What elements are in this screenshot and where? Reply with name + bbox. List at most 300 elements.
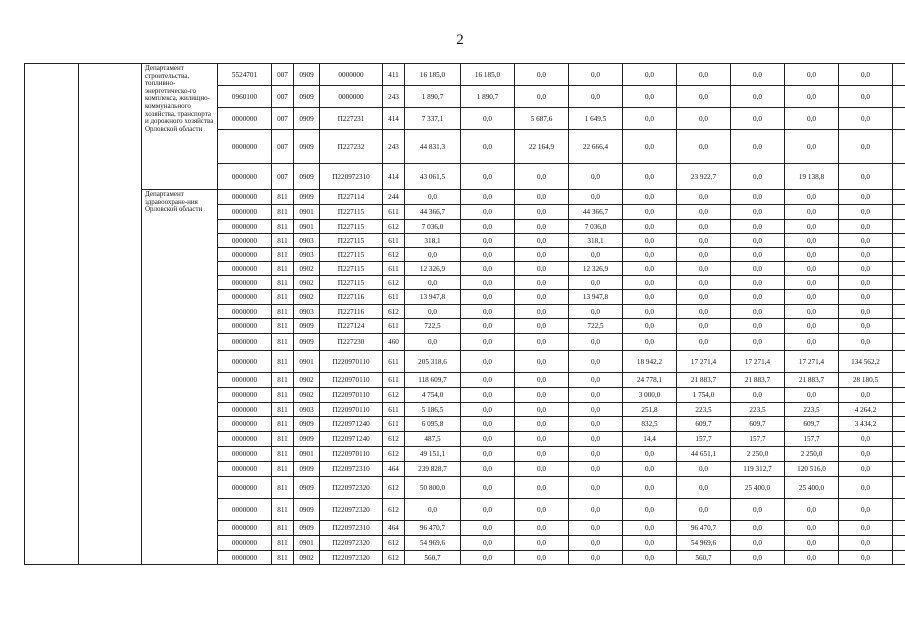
- table-cell: 0000000: [320, 64, 383, 86]
- table-cell: 243: [383, 86, 405, 108]
- department-name: Департамент здравоохране-ния Орловской области: [142, 190, 218, 565]
- table-cell: 7 337,1: [405, 108, 461, 130]
- table-cell: 0,0: [623, 521, 677, 536]
- table-cell: 0,0: [461, 130, 515, 164]
- table-cell: 0902: [294, 373, 320, 388]
- table-cell: 0,0: [623, 86, 677, 108]
- table-cell: [893, 417, 905, 432]
- table-cell: 811: [272, 432, 294, 447]
- table-cell: 007: [272, 86, 294, 108]
- table-cell: 0,0: [461, 388, 515, 403]
- table-cell: 0,0: [839, 190, 893, 205]
- table-cell: 612: [383, 305, 405, 319]
- table-cell: 23 922,7: [677, 164, 731, 190]
- table-cell: 0,0: [461, 108, 515, 130]
- table-cell: 414: [383, 108, 405, 130]
- table-cell: 0,0: [785, 319, 839, 334]
- table-cell: 0000000: [218, 190, 272, 205]
- table-cell: 0,0: [785, 499, 839, 521]
- table-cell: 609,7: [677, 417, 731, 432]
- table-cell: 49 151,1: [405, 447, 461, 462]
- table-cell: 0,0: [839, 334, 893, 351]
- table-cell: 0,0: [569, 248, 623, 262]
- table-cell: 1 890,7: [405, 86, 461, 108]
- table-cell: 0,0: [731, 536, 785, 551]
- table-cell: [893, 521, 905, 536]
- table-cell: 811: [272, 551, 294, 565]
- table-cell: 7 036,0: [405, 220, 461, 234]
- table-cell: 223,5: [677, 403, 731, 417]
- table-cell: 0,0: [623, 551, 677, 565]
- table-cell: 7 036,0: [569, 220, 623, 234]
- table-cell: 0,0: [677, 86, 731, 108]
- table-cell: 12 326,9: [569, 262, 623, 276]
- table-cell: 0909: [294, 319, 320, 334]
- table-cell: 0,0: [569, 276, 623, 290]
- table-cell: 609,7: [731, 417, 785, 432]
- table-cell: 0000000: [218, 305, 272, 319]
- table-cell: П220972310: [320, 164, 383, 190]
- table-cell: [893, 462, 905, 477]
- table-cell: 612: [383, 536, 405, 551]
- table-cell: П220972320: [320, 551, 383, 565]
- table-cell: 0,0: [785, 334, 839, 351]
- table-cell: [893, 130, 905, 164]
- table-cell: 0,0: [677, 205, 731, 220]
- table-cell: П220970110: [320, 388, 383, 403]
- table-cell: 0000000: [218, 248, 272, 262]
- table-cell: 0,0: [677, 234, 731, 248]
- table-cell: 0,0: [461, 220, 515, 234]
- table-cell: 612: [383, 388, 405, 403]
- table-cell: П227124: [320, 319, 383, 334]
- table-cell: [893, 86, 905, 108]
- table-cell: 0000000: [218, 130, 272, 164]
- table-cell: 0,0: [839, 521, 893, 536]
- table-cell: 0,0: [461, 432, 515, 447]
- table-cell: 0,0: [569, 499, 623, 521]
- table-cell: 0901: [294, 447, 320, 462]
- table-cell: 0,0: [839, 64, 893, 86]
- table-cell: 120 516,0: [785, 462, 839, 477]
- table-cell: 612: [383, 220, 405, 234]
- table-row: [25, 190, 905, 205]
- table-cell: 0,0: [731, 130, 785, 164]
- table-cell: 0,0: [839, 447, 893, 462]
- table-cell: 612: [383, 499, 405, 521]
- table-cell: 244: [383, 190, 405, 205]
- table-cell: 0,0: [515, 190, 569, 205]
- table-cell: 0,0: [785, 388, 839, 403]
- table-cell: 0,0: [839, 262, 893, 276]
- table-cell: 0,0: [677, 305, 731, 319]
- table-cell: 0903: [294, 403, 320, 417]
- table-cell: 611: [383, 234, 405, 248]
- table-cell: 811: [272, 462, 294, 477]
- table-cell: 0,0: [515, 551, 569, 565]
- table-cell: 0,0: [515, 164, 569, 190]
- table-cell: 811: [272, 373, 294, 388]
- table-cell: 0,0: [569, 536, 623, 551]
- table-cell: 44 366,7: [569, 205, 623, 220]
- table-cell: 0,0: [623, 205, 677, 220]
- table-cell: 0909: [294, 462, 320, 477]
- table-cell: 0,0: [731, 108, 785, 130]
- table-cell: 560,7: [405, 551, 461, 565]
- table-cell: 0,0: [677, 477, 731, 499]
- table-cell: 0,0: [785, 64, 839, 86]
- table-cell: 611: [383, 290, 405, 305]
- table-cell: 1 754,0: [677, 388, 731, 403]
- table-cell: 611: [383, 351, 405, 373]
- table-cell: 0,0: [461, 234, 515, 248]
- table-cell: 0909: [294, 130, 320, 164]
- table-cell: 487,5: [405, 432, 461, 447]
- table-cell: 0,0: [839, 305, 893, 319]
- table-cell: 832,5: [623, 417, 677, 432]
- table-cell: П227115: [320, 248, 383, 262]
- table-cell: 0,0: [677, 220, 731, 234]
- table-cell: 5 186,5: [405, 403, 461, 417]
- table-cell: 0902: [294, 290, 320, 305]
- table-cell: 223,5: [785, 403, 839, 417]
- table-cell: 0,0: [461, 417, 515, 432]
- table-cell: 0,0: [461, 190, 515, 205]
- table-cell: П227114: [320, 190, 383, 205]
- table-cell: 0,0: [785, 190, 839, 205]
- table-cell: 54 969,6: [405, 536, 461, 551]
- table-cell: 3 434,2: [839, 417, 893, 432]
- table-cell: 0,0: [785, 220, 839, 234]
- table-cell: 0,0: [677, 190, 731, 205]
- table-cell: 811: [272, 276, 294, 290]
- table-cell: 0,0: [677, 262, 731, 276]
- table-cell: 811: [272, 477, 294, 499]
- table-cell: 21 883,7: [731, 373, 785, 388]
- table-cell: 0,0: [785, 108, 839, 130]
- table-cell: П220972320: [320, 536, 383, 551]
- table-cell: 0000000: [218, 319, 272, 334]
- table-cell: 0902: [294, 388, 320, 403]
- table-cell: 0,0: [461, 521, 515, 536]
- table-cell: 0,0: [623, 477, 677, 499]
- table-cell: 611: [383, 403, 405, 417]
- table-cell: 0,0: [785, 234, 839, 248]
- table-cell: 0,0: [839, 319, 893, 334]
- table-cell: 243: [383, 130, 405, 164]
- table-cell: 811: [272, 248, 294, 262]
- table-cell: 0,0: [461, 290, 515, 305]
- table-cell: 0,0: [569, 164, 623, 190]
- table-cell: 12 326,9: [405, 262, 461, 276]
- table-cell: [893, 205, 905, 220]
- table-cell: 811: [272, 262, 294, 276]
- table-cell: 0,0: [677, 108, 731, 130]
- table-cell: 460: [383, 334, 405, 351]
- table-cell: 0960100: [218, 86, 272, 108]
- table-cell: 118 609,7: [405, 373, 461, 388]
- table-cell: 0,0: [839, 220, 893, 234]
- table-cell: 0,0: [623, 130, 677, 164]
- table-cell: 0,0: [623, 108, 677, 130]
- table-cell: [893, 305, 905, 319]
- table-cell: 0,0: [839, 164, 893, 190]
- table-cell: 612: [383, 477, 405, 499]
- table-cell: 0909: [294, 86, 320, 108]
- table-cell: 0901: [294, 205, 320, 220]
- table-cell: 22 666,4: [569, 130, 623, 164]
- table-cell: 5524701: [218, 64, 272, 86]
- table-cell: 0000000: [218, 262, 272, 276]
- table-cell: 0,0: [515, 447, 569, 462]
- table-cell: 0,0: [839, 536, 893, 551]
- table-cell: [893, 290, 905, 305]
- table-cell: 0,0: [839, 205, 893, 220]
- table-cell: 0,0: [461, 551, 515, 565]
- table-cell: 0,0: [461, 351, 515, 373]
- page-number: 2: [456, 32, 464, 48]
- table-cell: 0,0: [839, 234, 893, 248]
- table-cell: П220972310: [320, 521, 383, 536]
- table-cell: 2 250,0: [785, 447, 839, 462]
- table-cell: 0,0: [515, 234, 569, 248]
- table-cell: 3 000,0: [623, 388, 677, 403]
- table-cell: 414: [383, 164, 405, 190]
- table-cell: 0,0: [515, 220, 569, 234]
- table-cell: 0,0: [515, 64, 569, 86]
- table-cell: 0,0: [839, 130, 893, 164]
- table-cell: П227116: [320, 305, 383, 319]
- table-cell: 0,0: [677, 462, 731, 477]
- table-cell: 0,0: [569, 551, 623, 565]
- table-cell: 0,0: [677, 334, 731, 351]
- table-cell: 811: [272, 305, 294, 319]
- table-cell: П220970110: [320, 373, 383, 388]
- table-cell: 0000000: [218, 462, 272, 477]
- table-cell: 2 250,0: [731, 447, 785, 462]
- table-cell: П227115: [320, 234, 383, 248]
- table-cell: [893, 234, 905, 248]
- table-cell: 464: [383, 462, 405, 477]
- table-cell: 0,0: [731, 276, 785, 290]
- table-cell: 318,1: [405, 234, 461, 248]
- table-cell: [893, 262, 905, 276]
- table-cell: 0000000: [218, 499, 272, 521]
- table-cell: 0,0: [785, 262, 839, 276]
- table-cell: 0,0: [461, 276, 515, 290]
- table-cell: 0,0: [515, 477, 569, 499]
- table-cell: 0,0: [515, 462, 569, 477]
- table-cell: 0901: [294, 220, 320, 234]
- table-cell: 0902: [294, 262, 320, 276]
- table-cell: 223,5: [731, 403, 785, 417]
- table-cell: 0,0: [405, 276, 461, 290]
- table-cell: [893, 334, 905, 351]
- table-cell: 119 312,7: [731, 462, 785, 477]
- table-cell: 0,0: [731, 551, 785, 565]
- table-cell: П220972320: [320, 499, 383, 521]
- table-cell: 0,0: [731, 205, 785, 220]
- table-cell: 0,0: [515, 262, 569, 276]
- table-cell: 0,0: [839, 432, 893, 447]
- table-cell: 0,0: [623, 248, 677, 262]
- table-cell: 54 969,6: [677, 536, 731, 551]
- table-body: [25, 64, 905, 565]
- table-cell: 4 264,2: [839, 403, 893, 417]
- table-cell: 0902: [294, 276, 320, 290]
- table-cell: 0909: [294, 432, 320, 447]
- table-cell: П220972320: [320, 477, 383, 499]
- table-cell: 0,0: [569, 351, 623, 373]
- table-cell: 0,0: [461, 205, 515, 220]
- table-cell: 0,0: [515, 536, 569, 551]
- table-cell: 0,0: [731, 164, 785, 190]
- table-cell: [893, 403, 905, 417]
- table-cell: 464: [383, 521, 405, 536]
- table-cell: 96 470,7: [405, 521, 461, 536]
- table-cell: 0000000: [218, 351, 272, 373]
- table-cell: 0,0: [623, 234, 677, 248]
- table-cell: 0000000: [218, 432, 272, 447]
- budget-table: [24, 63, 905, 565]
- table-cell: 16 185,0: [405, 64, 461, 86]
- table-cell: П227230: [320, 334, 383, 351]
- table-cell: 0,0: [785, 130, 839, 164]
- table-cell: 0000000: [218, 551, 272, 565]
- table-cell: 0,0: [569, 64, 623, 86]
- table-cell: 4 754,0: [405, 388, 461, 403]
- table-cell: 0,0: [731, 262, 785, 276]
- table-cell: 0,0: [785, 276, 839, 290]
- table-cell: 0,0: [623, 499, 677, 521]
- table-cell: 0,0: [839, 388, 893, 403]
- table-cell: 134 562,2: [839, 351, 893, 373]
- table-cell: П227115: [320, 220, 383, 234]
- table-cell: 0902: [294, 551, 320, 565]
- table-cell: 0000000: [218, 334, 272, 351]
- table-cell: П220971240: [320, 417, 383, 432]
- table-cell: 0,0: [461, 334, 515, 351]
- table-cell: 0000000: [320, 86, 383, 108]
- table-cell: 811: [272, 536, 294, 551]
- table-cell: 811: [272, 220, 294, 234]
- table-cell: 0,0: [623, 164, 677, 190]
- table-cell: 0,0: [677, 276, 731, 290]
- table-cell: 007: [272, 130, 294, 164]
- table-cell: [893, 536, 905, 551]
- table-cell: 0,0: [839, 108, 893, 130]
- table-cell: 0000000: [218, 164, 272, 190]
- table-cell: 14,4: [623, 432, 677, 447]
- table-cell: 0909: [294, 190, 320, 205]
- table-cell: 0909: [294, 164, 320, 190]
- table-cell: 0,0: [569, 432, 623, 447]
- table-cell: 0000000: [218, 403, 272, 417]
- table-cell: 007: [272, 64, 294, 86]
- table-cell: 0,0: [839, 462, 893, 477]
- table-row: [25, 64, 905, 86]
- table-cell: 0,0: [515, 86, 569, 108]
- table-cell: 25 400,0: [785, 477, 839, 499]
- table-cell: 0,0: [839, 551, 893, 565]
- table-cell: [893, 190, 905, 205]
- table-cell: 0,0: [461, 403, 515, 417]
- table-cell: 612: [383, 551, 405, 565]
- blank-cell-a: [25, 64, 79, 565]
- table-cell: 13 947,8: [405, 290, 461, 305]
- table-cell: [893, 164, 905, 190]
- table-cell: 0,0: [677, 499, 731, 521]
- table-cell: 0,0: [731, 499, 785, 521]
- table-cell: 0,0: [785, 86, 839, 108]
- table-cell: 25 400,0: [731, 477, 785, 499]
- table-cell: 0,0: [623, 64, 677, 86]
- table-cell: 19 138,8: [785, 164, 839, 190]
- table-cell: 811: [272, 417, 294, 432]
- table-cell: 13 947,8: [569, 290, 623, 305]
- table-cell: 0,0: [515, 276, 569, 290]
- table-cell: 0,0: [405, 248, 461, 262]
- table-cell: 0000000: [218, 290, 272, 305]
- table-cell: 0,0: [785, 290, 839, 305]
- table-cell: 0,0: [785, 551, 839, 565]
- table-cell: [893, 499, 905, 521]
- table-cell: 0000000: [218, 234, 272, 248]
- table-cell: 0000000: [218, 388, 272, 403]
- table-cell: 0,0: [569, 417, 623, 432]
- table-cell: П220970110: [320, 403, 383, 417]
- table-cell: 0,0: [515, 417, 569, 432]
- table-cell: 0,0: [839, 248, 893, 262]
- table-cell: 28 180,5: [839, 373, 893, 388]
- table-cell: 0,0: [405, 334, 461, 351]
- table-cell: 0,0: [461, 447, 515, 462]
- table-cell: 811: [272, 388, 294, 403]
- table-cell: 811: [272, 447, 294, 462]
- table-cell: 0,0: [461, 499, 515, 521]
- table-cell: 0,0: [569, 477, 623, 499]
- table-cell: 0,0: [569, 305, 623, 319]
- table-cell: 0,0: [461, 262, 515, 276]
- table-cell: 007: [272, 164, 294, 190]
- table-cell: 0,0: [623, 319, 677, 334]
- table-cell: П220971240: [320, 432, 383, 447]
- table-cell: 157,7: [785, 432, 839, 447]
- table-cell: 5 687,6: [515, 108, 569, 130]
- table-cell: 0,0: [405, 305, 461, 319]
- table-cell: 0909: [294, 499, 320, 521]
- table-cell: 0903: [294, 305, 320, 319]
- table-cell: 609,7: [785, 417, 839, 432]
- table-cell: 811: [272, 290, 294, 305]
- table-cell: 0,0: [839, 477, 893, 499]
- table-cell: [893, 248, 905, 262]
- table-cell: 0000000: [218, 477, 272, 499]
- table-cell: 0,0: [461, 373, 515, 388]
- table-cell: 6 095,8: [405, 417, 461, 432]
- table-cell: 0,0: [623, 290, 677, 305]
- table-cell: 0,0: [677, 130, 731, 164]
- table-cell: 612: [383, 432, 405, 447]
- table-cell: 0,0: [623, 262, 677, 276]
- table-cell: 0,0: [569, 190, 623, 205]
- table-cell: [893, 432, 905, 447]
- table-cell: 722,5: [569, 319, 623, 334]
- table-cell: 0,0: [405, 499, 461, 521]
- table-cell: [893, 477, 905, 499]
- table-cell: 811: [272, 521, 294, 536]
- table-cell: 0901: [294, 351, 320, 373]
